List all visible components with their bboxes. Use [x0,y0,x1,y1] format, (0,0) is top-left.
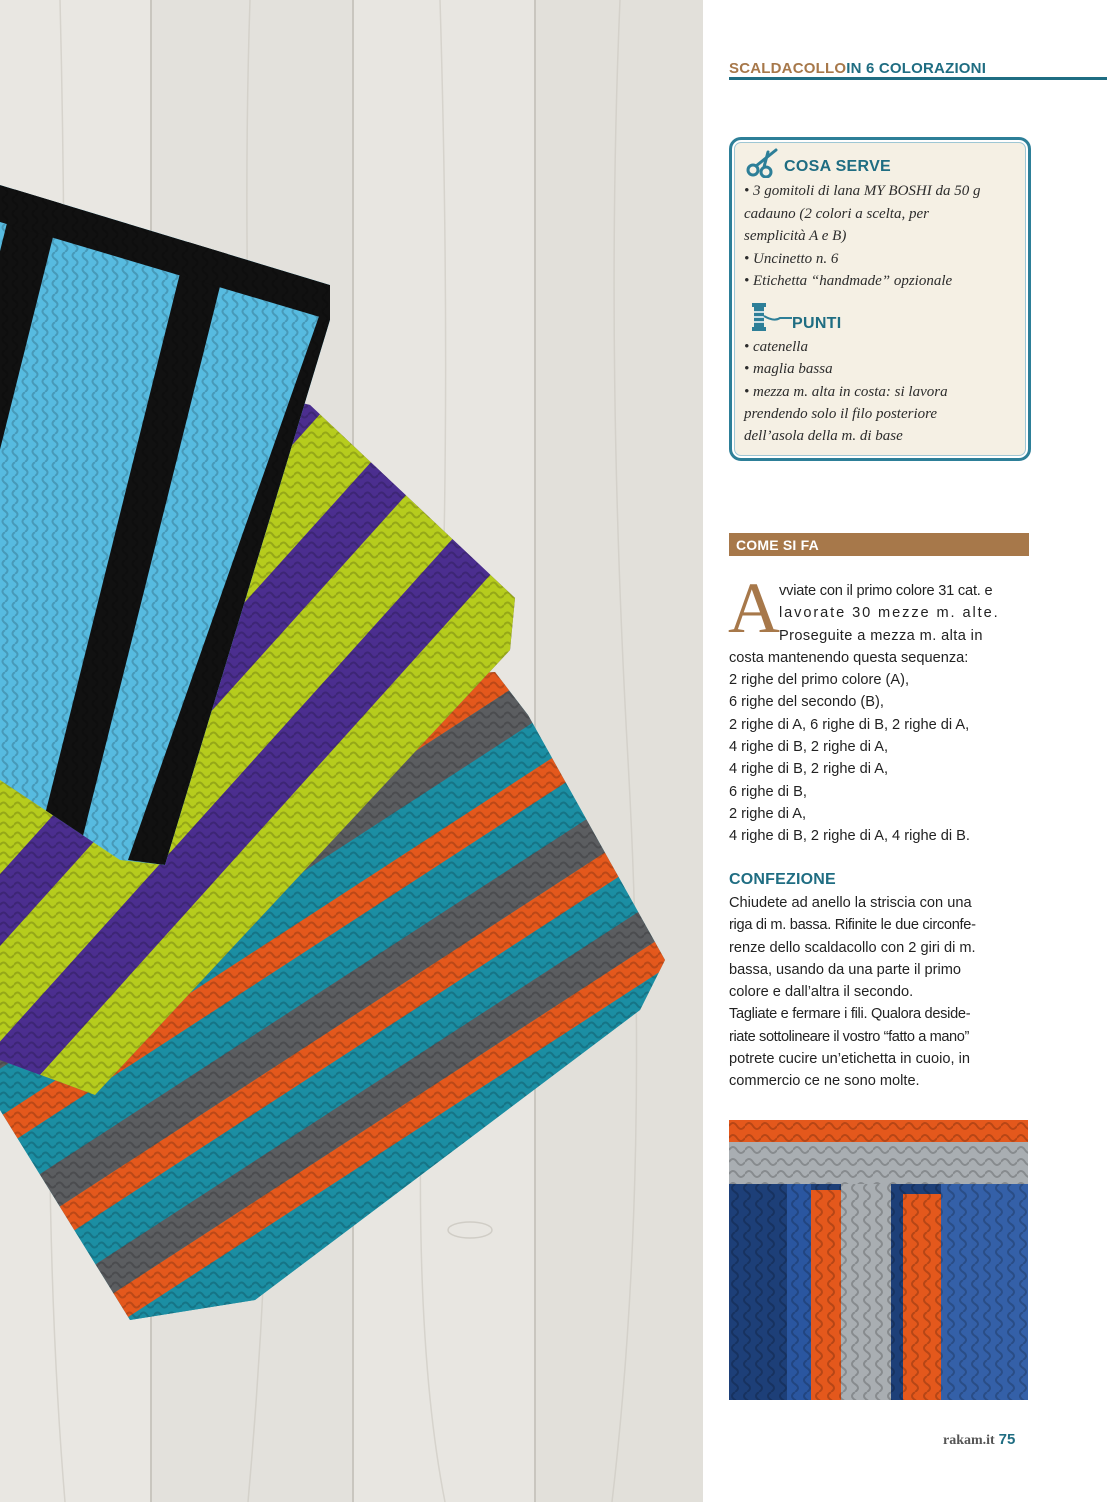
section-band-how-to [729,533,1029,556]
header-rule [729,77,1107,80]
how-to-line-4: costa mantenendo questa sequenza: [729,650,969,666]
assembly-line-3: renze dello scaldacollo con 2 giri di m. [729,940,976,956]
assembly-line-7: riate sottolineare il vostro “fatto a mano” [729,1029,969,1045]
materials-line-4: • Uncinetto n. 6 [744,251,839,267]
scissors-icon [746,148,780,178]
assembly-line-6: Tagliate e fermare i fili. Qualora deside- [729,1006,971,1022]
how-to-heading: COME SI FA [736,537,819,553]
folio-site: rakam.it [943,1433,995,1448]
drop-cap: A [728,568,780,648]
instructions-column [703,0,1107,1502]
stitches-line-1: • catenella [744,339,808,355]
stitches-line-4: prendendo solo il filo posteriore [744,406,938,422]
how-to-line-10: 6 righe di B, [729,784,807,800]
how-to-line-3: Proseguite a mezza m. alta in [779,628,983,644]
materials-line-3: semplicità A e B) [744,228,847,244]
how-to-line-12: 4 righe di B, 2 righe di A, 4 righe di B. [729,828,970,844]
how-to-line-11: 2 righe di A, [729,806,807,822]
page-header [729,60,1107,77]
page-folio [943,1431,1015,1449]
folio-page-number: 75 [998,1431,1016,1448]
assembly-line-1: Chiudete ad anello la striscia con una [729,895,972,911]
assembly-line-8: potrete cucire un’etichetta in cuoio, in [729,1051,970,1067]
header-title-accent: SCALDACOLLO [729,60,847,77]
assembly-line-5: colore e dall’altra il secondo. [729,984,914,1000]
materials-line-5: • Etichetta “handmade” opzionale [744,273,953,289]
assembly-heading: CONFEZIONE [729,871,836,888]
assembly-line-2: riga di m. bassa. Rifinite le due circonfe- [729,917,976,933]
materials-heading: COSA SERVE [784,158,892,175]
stitches-line-3: • mezza m. alta in costa: si lavora [744,384,948,400]
header-title-rest: IN 6 COLORAZIONI [846,60,987,77]
detail-photo [729,1120,1028,1400]
assembly-line-4: bassa, usando da una parte il primo [729,962,962,978]
how-to-line-2: lavorate 30 mezze m. alte. [779,605,1000,621]
materials-line-1: • 3 gomitoli di lana MY BOSHI da 50 g [744,183,981,199]
assembly-line-9: commercio ce ne sono molte. [729,1073,920,1089]
how-to-line-9: 4 righe di B, 2 righe di A, [729,761,889,777]
how-to-line-5: 2 righe del primo colore (A), [729,672,910,688]
stitches-heading: PUNTI [792,315,842,332]
how-to-line-7: 2 righe di A, 6 righe di B, 2 righe di A, [729,717,970,733]
stitches-line-2: • maglia bassa [744,361,833,377]
thread-spool-icon [750,302,794,332]
materials-box [729,137,1031,461]
how-to-line-8: 4 righe di B, 2 righe di A, [729,739,889,755]
stitches-line-5: dell’asola della m. di base [744,428,903,444]
how-to-line-6: 6 righe del secondo (B), [729,694,884,710]
materials-line-2: cadauno (2 colori a scelta, per [744,206,929,222]
how-to-line-1: vviate con il primo colore 31 cat. e [779,583,993,599]
